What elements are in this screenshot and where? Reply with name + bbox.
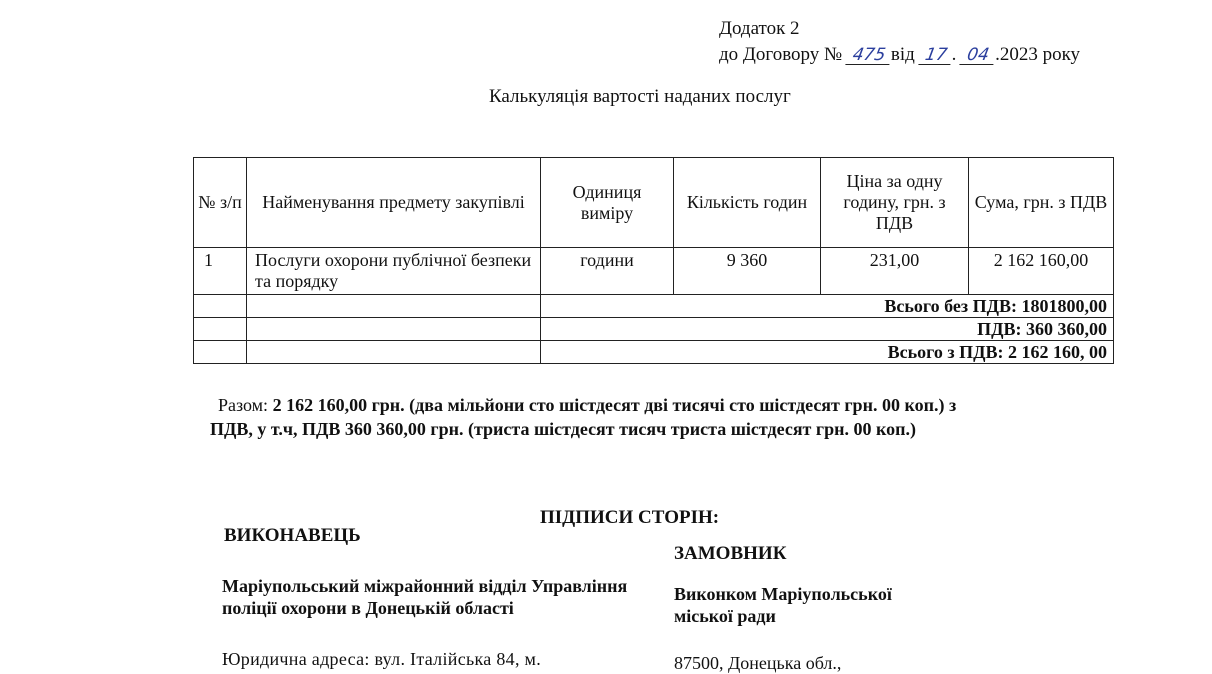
contract-day-handwritten: 17 — [918, 46, 953, 65]
customer-address: 87500, Донецька обл., — [674, 653, 842, 673]
header-no: № з/п — [194, 158, 247, 248]
header-qty: Кількість годин — [674, 158, 821, 248]
empty-cell — [194, 318, 247, 341]
contract-number-handwritten: 475 — [845, 46, 892, 65]
customer-heading: ЗАМОВНИК — [674, 543, 787, 564]
empty-cell — [247, 318, 541, 341]
table-row — [194, 248, 1114, 295]
contract-year: .2023 року — [995, 44, 1081, 65]
total-without-vat: Всього без ПДВ: 1801800,00 — [541, 295, 1114, 318]
empty-cell — [247, 295, 541, 318]
total-with-vat: Всього з ПДВ: 2 162 160, 00 — [541, 341, 1114, 364]
header-unit: Одиниця виміру — [541, 158, 674, 248]
header-sum: Сума, грн. з ПДВ — [969, 158, 1114, 248]
cell-no: 1 — [194, 248, 247, 295]
total-row-with-vat — [194, 341, 1114, 364]
cell-unit: години — [541, 248, 674, 295]
date-dot: . — [951, 44, 957, 65]
cell-sum: 2 162 160,00 — [969, 248, 1114, 295]
summary-vat-text: ПДВ, у т.ч, ПДВ 360 360,00 грн. (триста шістдесят тисяч триста шістдесят грн. 00 коп.) — [210, 419, 916, 439]
cell-name: Послуги охорони публічної безпеки та порядку — [247, 248, 541, 295]
empty-cell — [247, 341, 541, 364]
summary-line-2 — [210, 417, 1090, 441]
cell-qty: 9 360 — [674, 248, 821, 295]
contract-month-handwritten: 04 — [959, 46, 996, 65]
customer-name: Виконком Маріупольської міської ради — [674, 584, 892, 626]
executor-address: Юридична адреса: вул. Італійська 84, м. — [222, 649, 542, 669]
cell-price: 231,00 — [821, 248, 969, 295]
total-vat: ПДВ: 360 360,00 — [541, 318, 1114, 341]
header-name: Найменування предмету закупівлі — [247, 158, 541, 248]
summary-label: Разом: — [218, 395, 269, 415]
summary-amount-text: 2 162 160,00 грн. (два мільйони сто шістдесят дві тисячі сто шістдесят грн. 00 коп.) з — [272, 395, 957, 415]
header-price: Ціна за одну годину, грн. з ПДВ — [821, 158, 969, 248]
contract-from: від — [890, 44, 915, 65]
signatures-title: ПІДПИСИ СТОРІН: — [540, 507, 720, 528]
addendum-contract-line — [719, 42, 1080, 68]
addendum-title: Додаток 2 — [719, 18, 800, 39]
contract-prefix: до Договору № — [719, 44, 843, 65]
empty-cell — [194, 295, 247, 318]
addendum-header — [719, 16, 1080, 68]
calculation-table — [193, 157, 1114, 364]
table-header-row — [194, 158, 1114, 248]
executor-name: Маріупольський міжрайонний відділ Управління поліції охорони в Донецькій області — [222, 576, 628, 618]
empty-cell — [194, 341, 247, 364]
summary-paragraph — [210, 393, 1090, 441]
summary-line-1 — [210, 393, 1090, 417]
executor-heading: ВИКОНАВЕЦЬ — [224, 525, 361, 546]
total-row-vat — [194, 318, 1114, 341]
document-title: Калькуляція вартості наданих послуг — [489, 86, 791, 107]
total-row-without-vat — [194, 295, 1114, 318]
